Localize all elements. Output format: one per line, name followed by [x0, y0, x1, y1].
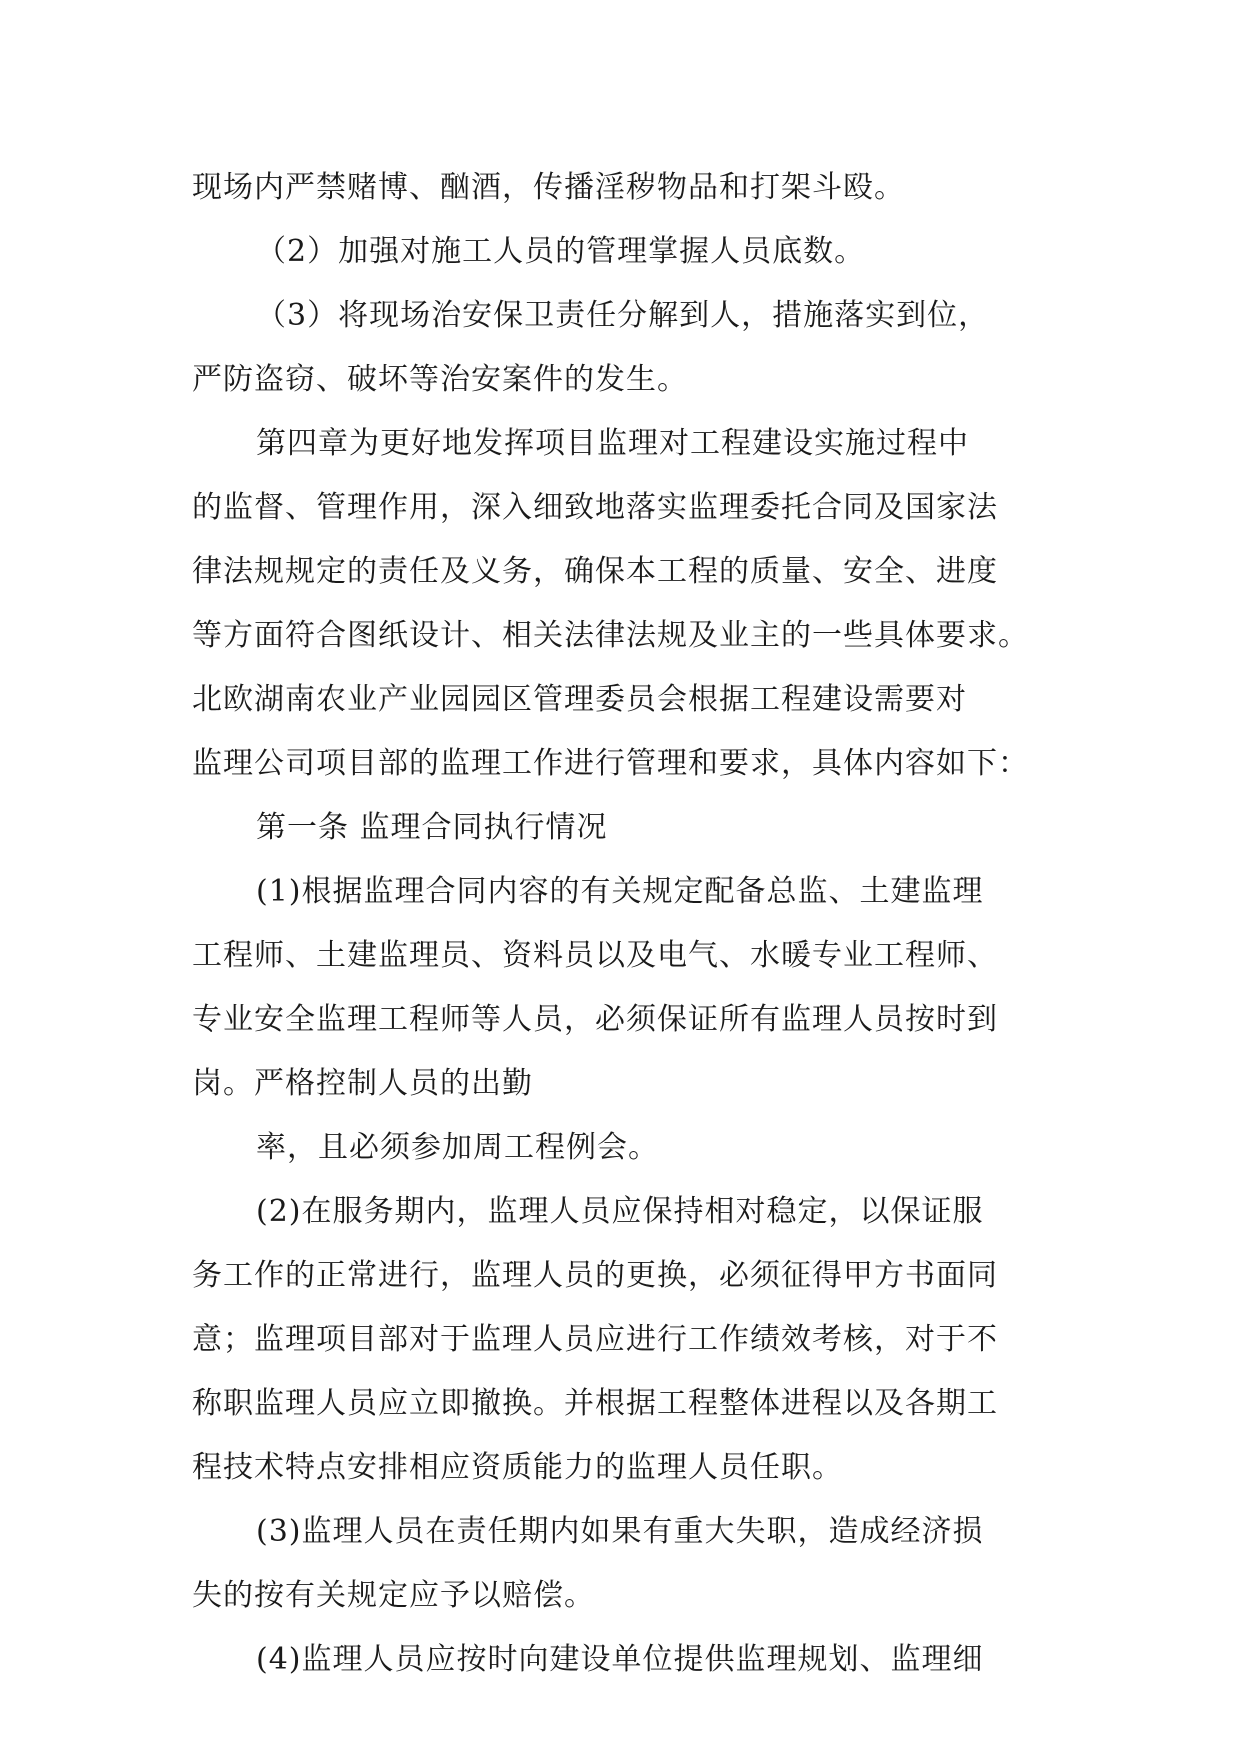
text-line: 监理公司项目部的监理工作进行管理和要求，具体内容如下： — [192, 746, 1029, 781]
text-line: 严防盗窃、破坏等治安案件的发生。 — [192, 362, 688, 397]
text-line: 程技术特点安排相应资质能力的监理人员任职。 — [192, 1450, 843, 1485]
text-line: 工程师、土建监理员、资料员以及电气、水暖专业工程师、 — [192, 938, 998, 973]
text-line: 专业安全监理工程师等人员，必须保证所有监理人员按时到 — [192, 1002, 998, 1037]
text-line: 律法规规定的责任及义务，确保本工程的质量、安全、进度 — [192, 554, 998, 589]
text-line: (1)根据监理合同内容的有关规定配备总监、土建监理 — [256, 874, 984, 909]
text-line: (4)监理人员应按时向建设单位提供监理规划、监理细 — [256, 1642, 984, 1677]
text-line: (3)监理人员在责任期内如果有重大失职，造成经济损 — [256, 1514, 984, 1549]
text-line: 现场内严禁赌博、酗酒，传播淫秽物品和打架斗殴。 — [192, 170, 905, 205]
text-line: 失的按有关规定应予以赔偿。 — [192, 1578, 595, 1613]
text-line: 务工作的正常进行，监理人员的更换，必须征得甲方书面同 — [192, 1258, 998, 1293]
text-line: 第四章为更好地发挥项目监理对工程建设实施过程中 — [256, 426, 969, 461]
text-line: 等方面符合图纸设计、相关法律法规及业主的一些具体要求。 — [192, 618, 1029, 653]
text-line: 北欧湖南农业产业园园区管理委员会根据工程建设需要对 — [192, 682, 967, 717]
text-line: 率，且必须参加周工程例会。 — [256, 1130, 659, 1165]
text-line: 意；监理项目部对于监理人员应进行工作绩效考核，对于不 — [192, 1322, 998, 1357]
document-body — [192, 156, 1062, 1692]
text-line: 的监督、管理作用，深入细致地落实监理委托合同及国家法 — [192, 490, 998, 525]
text-line: （2）加强对施工人员的管理掌握人员底数。 — [256, 234, 866, 269]
text-line: (2)在服务期内，监理人员应保持相对稳定，以保证服 — [256, 1194, 984, 1229]
text-line: （3）将现场治安保卫责任分解到人，措施落实到位， — [256, 298, 990, 333]
text-line: 第一条 监理合同执行情况 — [256, 810, 608, 845]
text-line: 称职监理人员应立即撤换。并根据工程整体进程以及各期工 — [192, 1386, 998, 1421]
text-line: 岗。严格控制人员的出勤 — [192, 1066, 533, 1101]
